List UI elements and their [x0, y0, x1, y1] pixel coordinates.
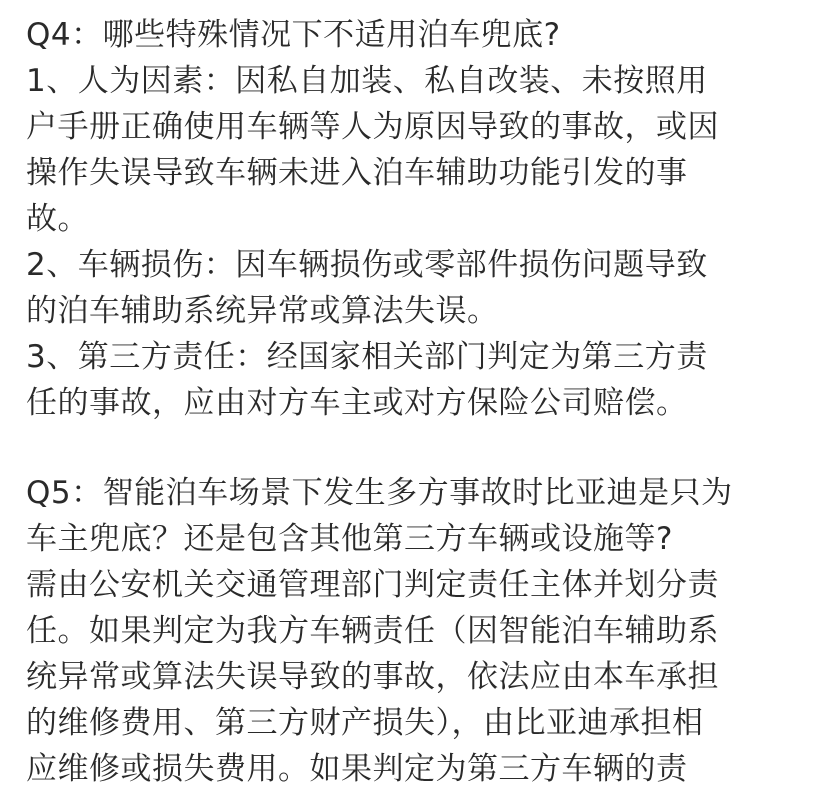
answer-line: 统异常或算法失误导致的事故，依法应由本车承担 — [26, 659, 719, 695]
answer-line: 的泊车辅助系统异常或算法失误。 — [26, 293, 499, 329]
answer-line: 故。 — [26, 201, 89, 237]
qa-block-q4 — [26, 12, 801, 426]
answer-line: 户手册正确使用车辆等人为原因导致的事故，或因 — [26, 109, 719, 145]
qa-block-q5 — [26, 470, 801, 792]
answer-line: 的维修费用、第三方财产损失），由比亚迪承担相 — [26, 705, 704, 741]
answer-line: 操作失误导致车辆未进入泊车辅助功能引发的事 — [26, 155, 688, 191]
question-q5-line: Q5：智能泊车场景下发生多方事故时比亚迪是只为 — [26, 475, 733, 511]
answer-line: 3、第三方责任：经国家相关部门判定为第三方责 — [26, 339, 708, 375]
answer-line-partial: 应维修或损失费用。如果判定为第三方车辆的责 — [26, 751, 688, 787]
answer-line: 任的事故，应由对方车主或对方保险公司赔偿。 — [26, 385, 688, 421]
answer-line: 2、车辆损伤：因车辆损伤或零部件损伤问题导致 — [26, 247, 708, 283]
answer-line: 任。如果判定为我方车辆责任（因智能泊车辅助系 — [26, 613, 719, 649]
answer-line: 需由公安机关交通管理部门判定责任主体并划分责 — [26, 567, 719, 603]
question-q5-line: 车主兜底？还是包含其他第三方车辆或设施等? — [26, 521, 673, 557]
question-q4: Q4：哪些特殊情况下不适用泊车兜底? — [26, 17, 561, 53]
answer-line: 1、人为因素：因私自加装、私自改装、未按照用 — [26, 63, 708, 99]
